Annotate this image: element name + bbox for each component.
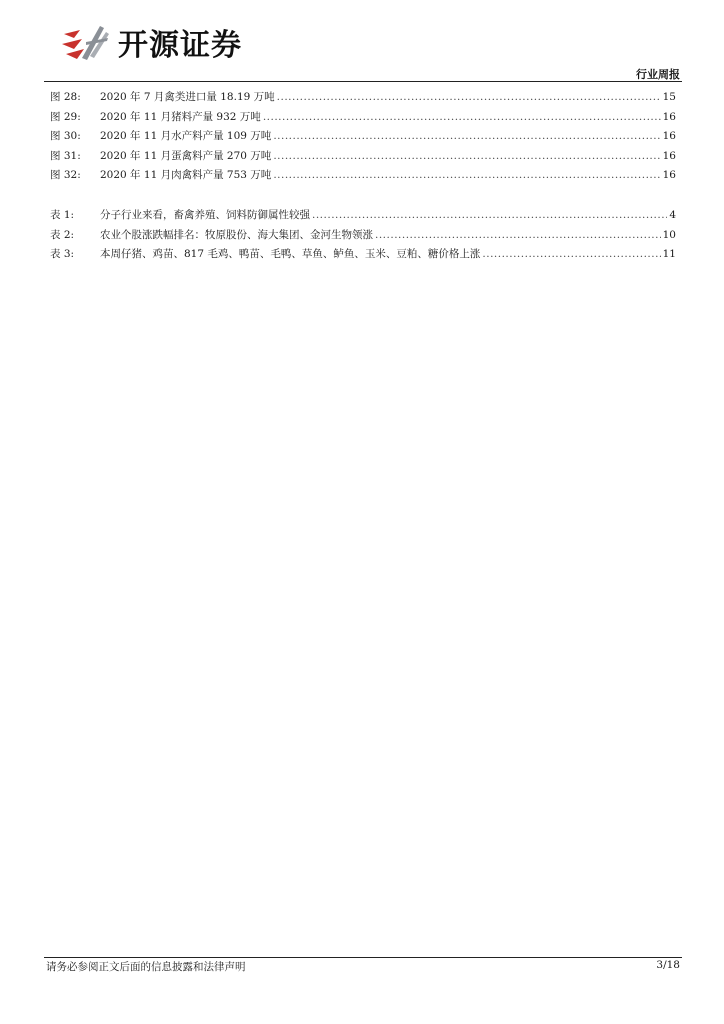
toc-entry-title: 2020 年 11 月肉禽料产量 753 万吨 xyxy=(100,169,272,181)
toc-leader-dots xyxy=(375,229,661,241)
logo-mark-icon xyxy=(60,20,112,64)
toc-entry-page: 10 xyxy=(662,228,676,241)
toc-entry-number: 图 31: xyxy=(50,149,81,162)
company-logo xyxy=(60,20,242,64)
toc-entry-page: 11 xyxy=(662,248,676,260)
toc-entry-number: 表 3: xyxy=(50,248,75,260)
toc-entry-title: 分子行业来看，畜禽养殖、饲料防御属性较强 xyxy=(100,209,310,221)
toc-entry-number: 图 30: xyxy=(50,130,81,142)
toc-leader-dots xyxy=(263,111,661,123)
toc-leader-dots xyxy=(312,209,667,221)
figure-list xyxy=(50,89,676,187)
toc-entry[interactable] xyxy=(50,128,676,148)
toc-entry[interactable] xyxy=(50,148,676,168)
toc-entry[interactable] xyxy=(50,89,676,109)
toc-entry[interactable] xyxy=(50,167,676,187)
toc-leader-dots xyxy=(482,248,660,260)
toc-entry-number: 图 28: xyxy=(50,91,81,103)
toc-entry-page: 16 xyxy=(662,169,676,181)
page-number: 3/18 xyxy=(656,959,680,971)
toc-entry-number: 图 32: xyxy=(50,169,81,181)
toc-entry-title: 农业个股涨跌幅排名：牧原股份、海大集团、金河生物领涨 xyxy=(100,228,373,241)
toc-leader-dots xyxy=(273,150,660,162)
report-type-label: 行业周报 xyxy=(636,68,680,81)
toc-entry[interactable] xyxy=(50,109,676,129)
toc-entry-title: 2020 年 11 月水产料产量 109 万吨 xyxy=(100,130,272,142)
footer-divider xyxy=(44,957,682,958)
footer-disclaimer: 请务必参阅正文后面的信息披露和法律声明 xyxy=(46,961,246,973)
toc-entry-page: 4 xyxy=(669,209,676,221)
toc-leader-dots xyxy=(273,130,660,142)
toc-entry-page: 16 xyxy=(662,149,676,162)
toc-entry-number: 表 1: xyxy=(50,209,75,221)
toc-entry-number: 图 29: xyxy=(50,110,81,123)
toc-entry-title: 本周仔猪、鸡苗、817 毛鸡、鸭苗、毛鸭、草鱼、鲈鱼、玉米、豆粕、糖价格上涨 xyxy=(100,248,481,260)
toc-entry-title: 2020 年 11 月猪料产量 932 万吨 xyxy=(100,110,261,123)
toc-entry-page: 16 xyxy=(662,110,676,123)
toc-entry-title: 2020 年 11 月蛋禽料产量 270 万吨 xyxy=(100,149,272,162)
toc-entry-title: 2020 年 7 月禽类进口量 18.19 万吨 xyxy=(100,91,275,103)
header-divider xyxy=(44,81,682,82)
toc-entry[interactable] xyxy=(50,227,676,247)
toc-entry[interactable] xyxy=(50,207,676,227)
table-list xyxy=(50,207,676,266)
toc-leader-dots xyxy=(277,91,661,103)
toc-entry[interactable] xyxy=(50,246,676,266)
toc-entry-page: 16 xyxy=(662,130,676,142)
toc-entry-page: 15 xyxy=(662,91,676,103)
toc-leader-dots xyxy=(273,169,660,181)
page-header xyxy=(0,0,724,82)
toc-entry-number: 表 2: xyxy=(50,228,75,241)
logo-text: 开源证券 xyxy=(118,28,242,63)
